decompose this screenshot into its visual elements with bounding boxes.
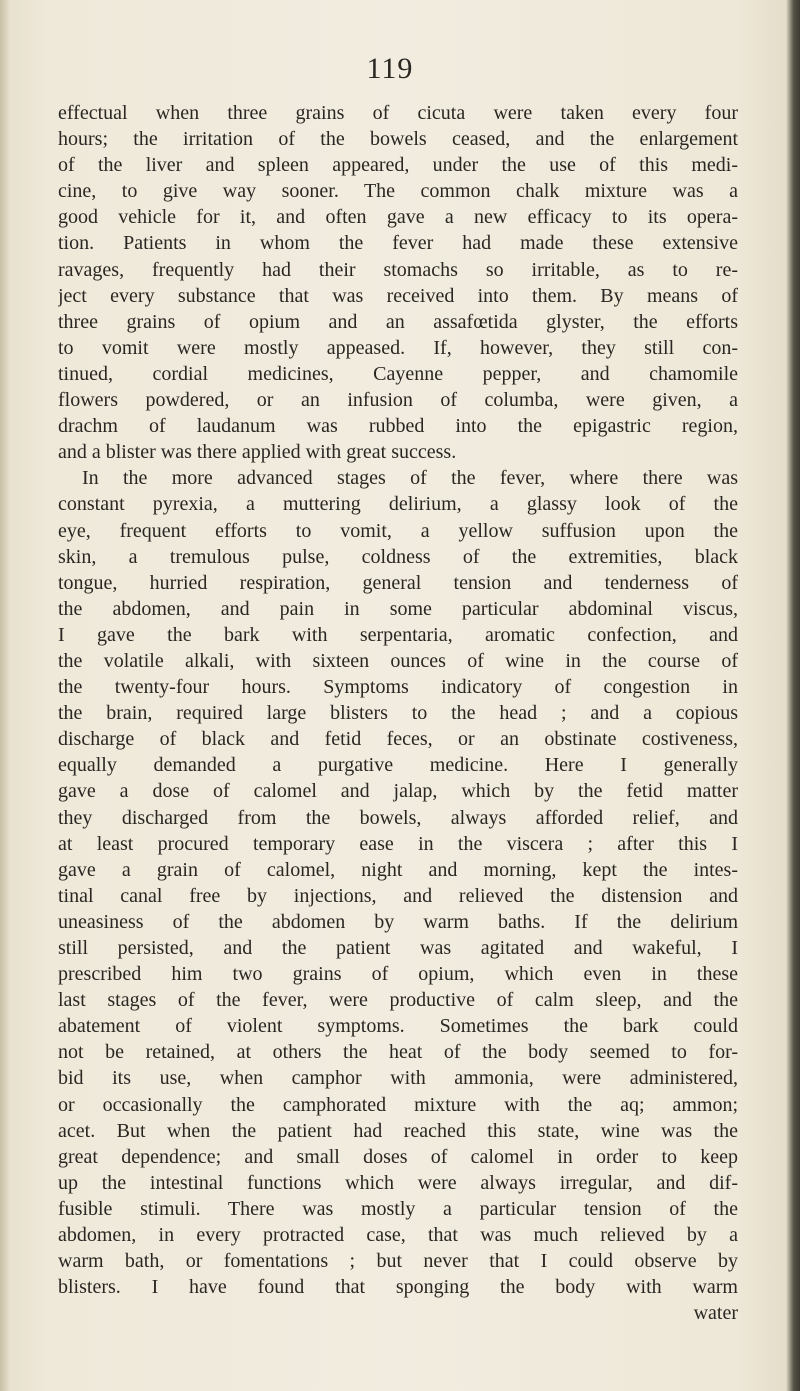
text-line: at least procured temporary ease in the viscera ; after this I [58,832,738,855]
text-line: abatement of violent symptoms. Sometimes the bark could [58,1015,738,1038]
text-line: ravages, frequently had their stomachs so irritable, as to re- [58,258,738,281]
text-line: fusible stimuli. There was mostly a particular tension of the [58,1197,738,1220]
text-line: good vehicle for it, and often gave a new efficacy to its opera- [58,206,738,229]
text-line: they discharged from the bowels, always afforded relief, and [58,806,738,829]
text-line: and a blister was there applied with great success. [58,441,457,464]
text-line: up the intestinal functions which were always irregular, and dif- [58,1171,738,1194]
text-line: bid its use, when camphor with ammonia, were administered, [58,1067,738,1090]
text-line: acet. But when the patient had reached this state, wine was the [58,1119,738,1142]
text-line: gave a grain of calomel, night and morning, kept the intes- [58,858,738,881]
text-line: the volatile alkali, with sixteen ounces of wine in the course of [58,649,738,672]
text-line: tinued, cordial medicines, Cayenne pepper, and chamomile [58,362,738,385]
text-line: gave a dose of calomel and jalap, which by the fetid matter [58,780,738,803]
page-gutter-shadow [0,0,10,1391]
text-line: great dependence; and small doses of calomel in order to keep [58,1145,738,1168]
text-line: of the liver and spleen appeared, under the use of this medi- [58,154,738,177]
text-line: eye, frequent efforts to vomit, a yellow suffusion upon the [58,519,738,542]
text-line: or occasionally the camphorated mixture with the aq; ammon; [58,1093,738,1116]
text-line: constant pyrexia, a muttering delirium, a glassy look of the [58,493,738,516]
text-line: tinal canal free by injections, and relieved the distension and [58,884,738,907]
text-line: warm bath, or fomentations ; but never that I could observe by [58,1250,738,1273]
body-text [58,100,738,1326]
text-line: prescribed him two grains of opium, which even in these [58,963,738,986]
text-line: tongue, hurried respiration, general tension and tenderness of [58,571,738,594]
text-line: drachm of laudanum was rubbed into the epigastric region, [58,415,738,438]
text-line: discharge of black and fetid feces, or an obstinate costiveness, [58,728,738,751]
text-line: equally demanded a purgative medicine. Here I generally [58,754,738,777]
text-line: not be retained, at others the heat of the body seemed to for- [58,1041,738,1064]
catchword: water [693,1302,738,1325]
text-line: ject every substance that was received into them. By means of [58,284,738,307]
page-number: 119 [366,52,414,85]
text-line: uneasiness of the abdomen by warm baths. If the delirium [58,910,738,933]
text-line: tion. Patients in whom the fever had made these extensive [58,232,738,255]
text-line: effectual when three grains of cicuta were taken every four [58,102,738,124]
text-line: cine, to give way sooner. The common chalk mixture was a [58,180,738,203]
text-line: three grains of opium and an assafœtida glyster, the efforts [58,310,738,333]
text-line: still persisted, and the patient was agitated and wakeful, I [58,937,738,959]
text-line: abdomen, in every protracted case, that was much relieved by a [58,1224,738,1247]
text-line: last stages of the fever, were productive of calm sleep, and the [58,989,738,1012]
text-line: skin, a tremulous pulse, coldness of the extremities, black [58,545,738,568]
page-edge [786,0,800,1391]
text-line: flowers powdered, or an infusion of columba, were given, a [58,389,738,412]
text-line: hours; the irritation of the bowels ceased, and the enlargement [58,128,738,151]
text-line: the twenty-four hours. Symptoms indicatory of congestion in [58,676,738,699]
text-line: I gave the bark with serpentaria, aromatic confection, and [58,623,738,646]
text-line: the abdomen, and pain in some particular abdominal viscus, [58,597,738,620]
text-line: the brain, required large blisters to the head ; and a copious [58,702,738,725]
text-line: blisters. I have found that sponging the body with warm [58,1276,738,1299]
paragraph-start-line: In the more advanced stages of the fever, where there was [82,467,738,490]
text-line: to vomit were mostly appeased. If, however, they still con- [58,336,738,359]
